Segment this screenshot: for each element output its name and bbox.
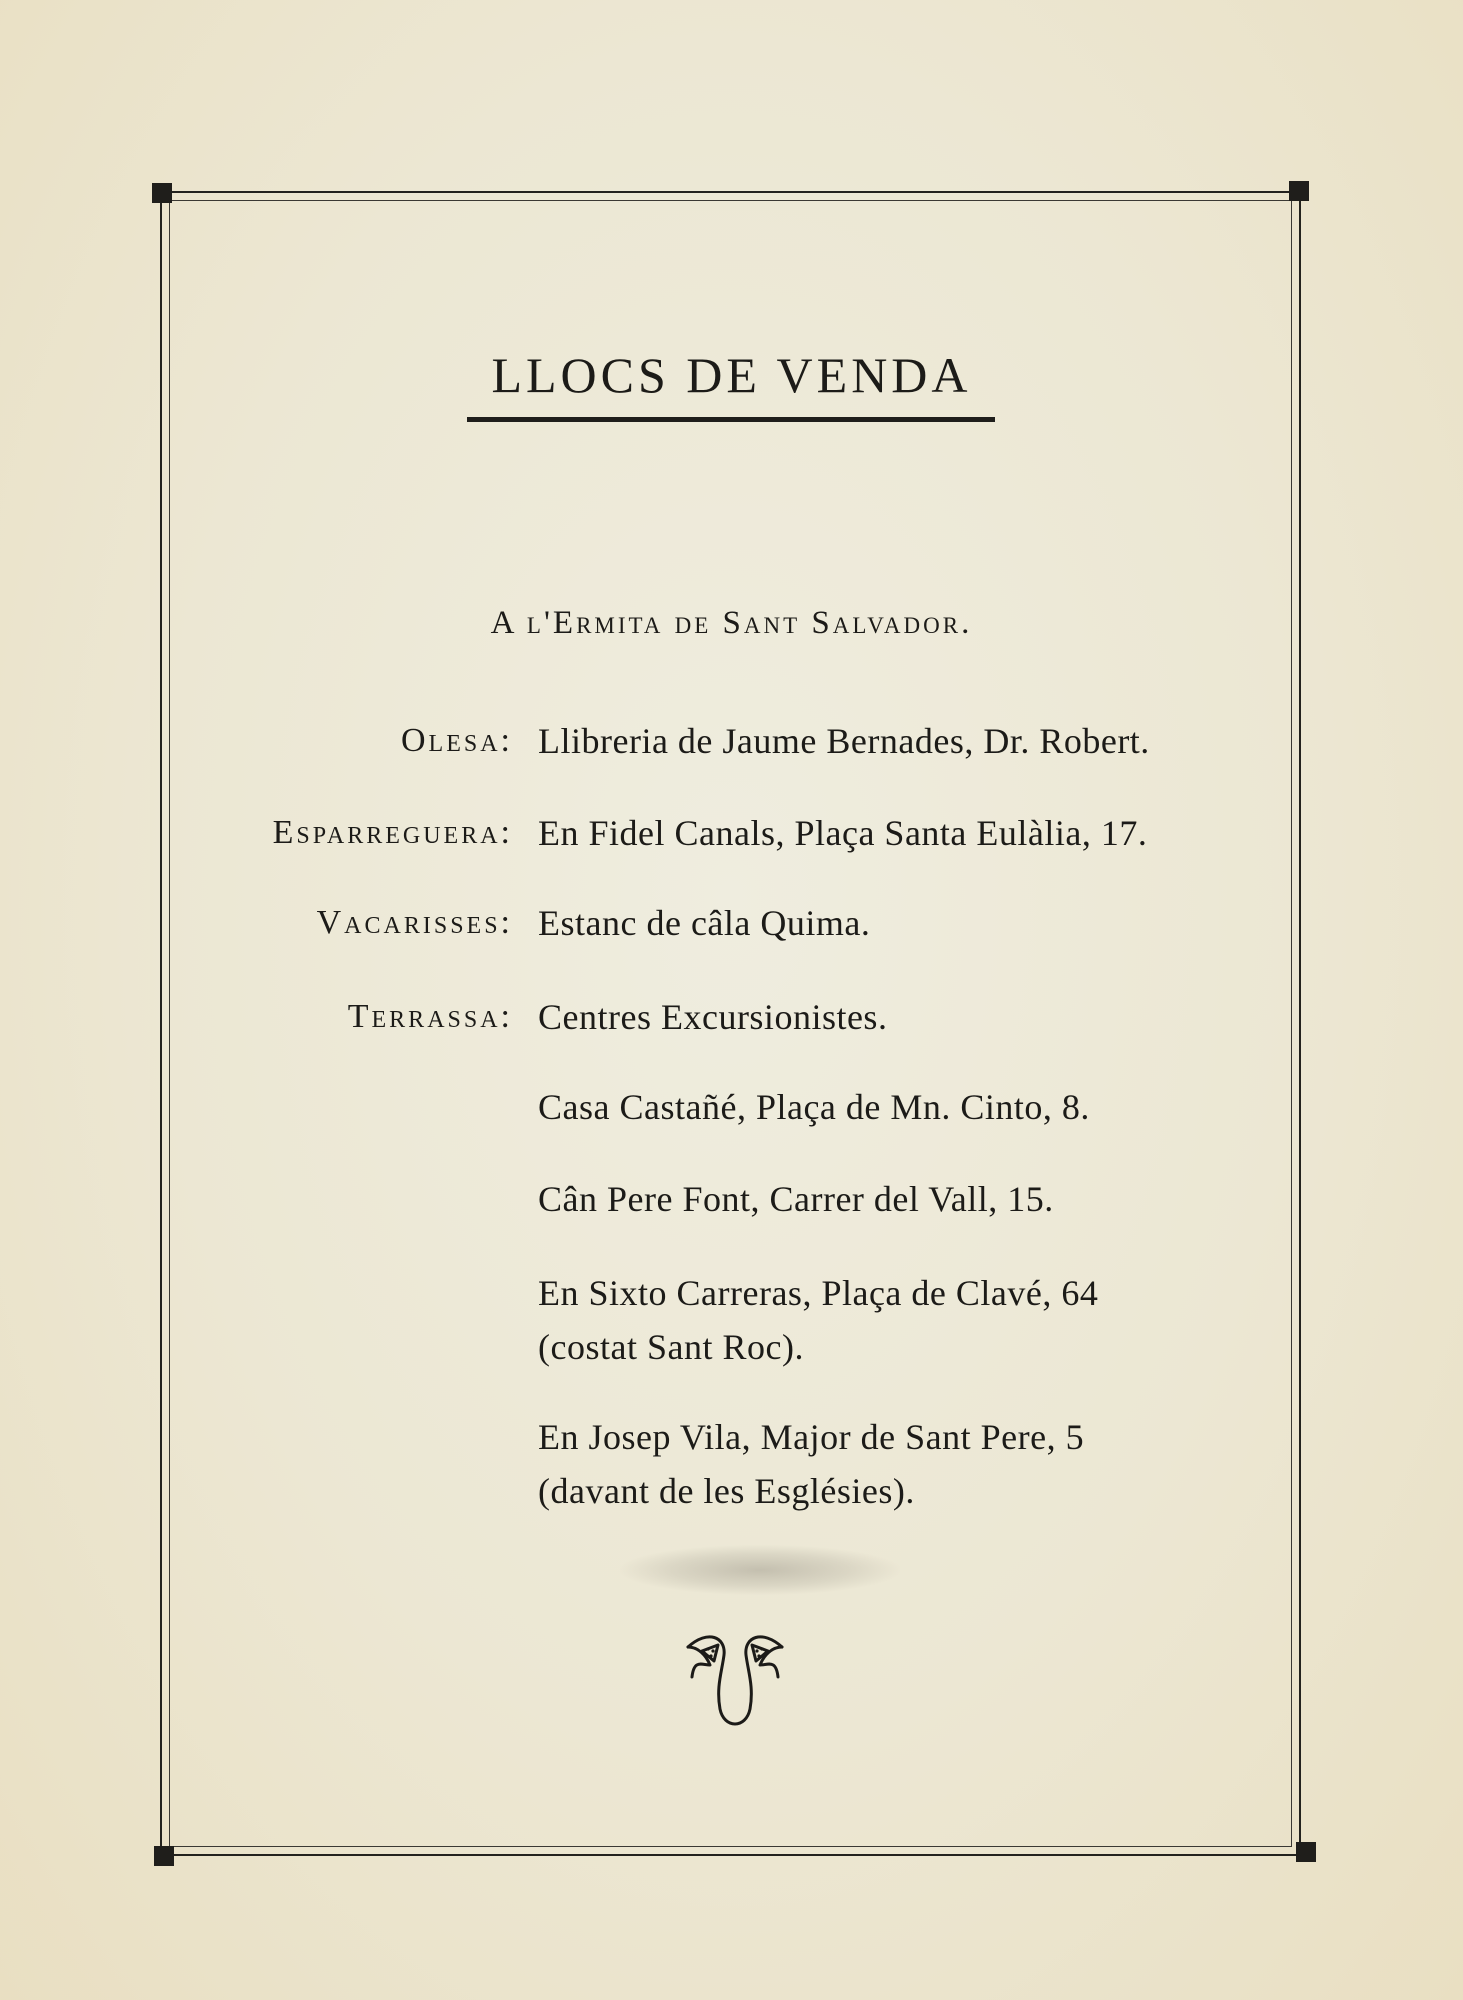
square-corner-icon [1296, 1842, 1316, 1862]
entry-place: Esparreguera: [272, 814, 513, 851]
address-line: (costat Sant Roc). [538, 1327, 804, 1367]
address-line: Casa Castañé, Plaça de Mn. Cinto, 8. [538, 1087, 1090, 1127]
address-line: Cân Pere Font, Carrer del Vall, 15. [538, 1179, 1054, 1219]
entry-place: Vacarisses: [316, 904, 513, 941]
entry-address [538, 714, 1218, 768]
entry-place: Terrassa: [347, 998, 513, 1035]
address-line: En Josep Vila, Major de Sant Pere, 5 [538, 1417, 1085, 1457]
address-line: Llibreria de Jaume Bernades, Dr. Robert. [538, 721, 1150, 761]
entry-address [538, 1410, 1218, 1518]
entry-address [538, 896, 1218, 950]
ink-smudge [620, 1545, 900, 1595]
title-underline [467, 417, 995, 422]
subtitle: A l'Ermita de Sant Salvador. [490, 605, 973, 641]
square-corner-icon [154, 1846, 174, 1866]
entry-address [538, 1172, 1218, 1226]
page-title: LLOCS DE VENDA [491, 347, 972, 403]
entry-place: Olesa: [401, 722, 513, 759]
entry-address [538, 1080, 1218, 1134]
fleuron-ornament-icon [680, 1625, 790, 1740]
square-corner-icon [1289, 181, 1309, 201]
address-line: Centres Excursionistes. [538, 997, 888, 1037]
entry-address [538, 990, 1218, 1044]
address-line: (davant de les Esglésies). [538, 1471, 915, 1511]
entry-address [538, 1266, 1218, 1374]
entry-address [538, 806, 1218, 860]
address-line: En Sixto Carreras, Plaça de Clavé, 64 [538, 1273, 1099, 1313]
address-line: Estanc de câla Quima. [538, 903, 871, 943]
address-line: En Fidel Canals, Plaça Santa Eulàlia, 17. [538, 813, 1148, 853]
square-corner-icon [152, 183, 172, 203]
